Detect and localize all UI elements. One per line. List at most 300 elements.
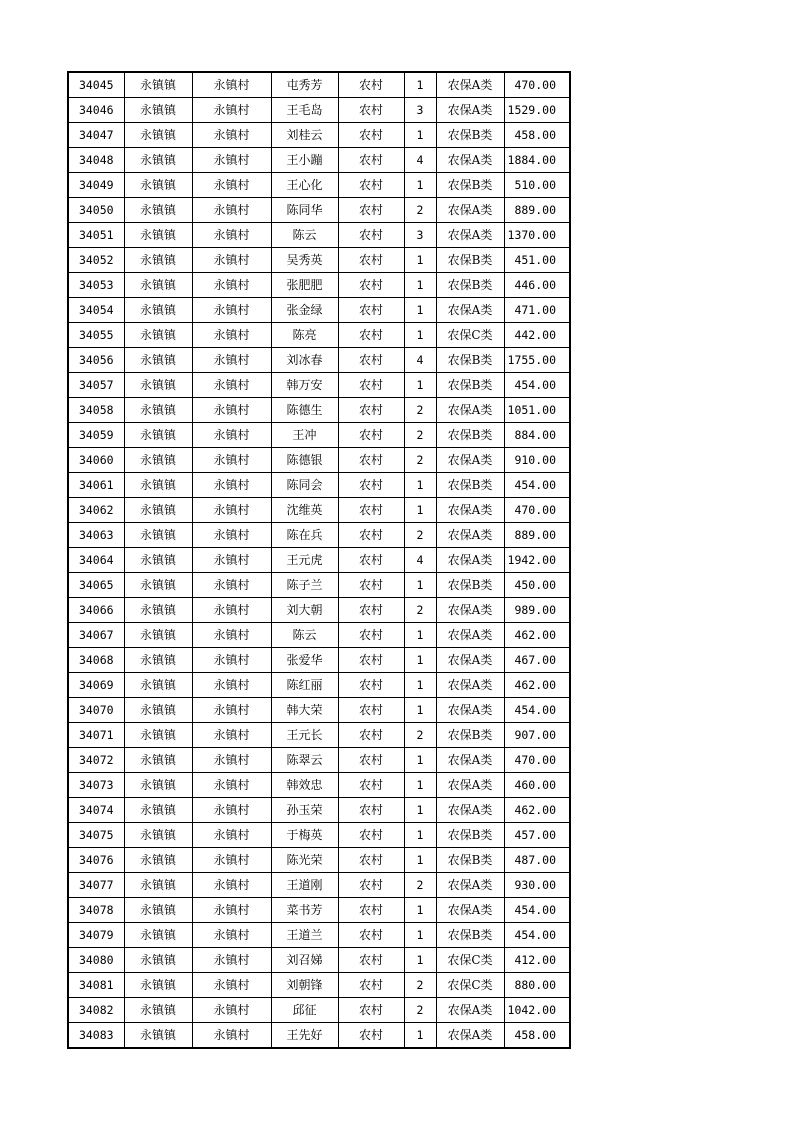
- record-id-cell: 34052: [68, 248, 124, 273]
- category-cell: 农村: [338, 473, 404, 498]
- record-id-cell: 34056: [68, 348, 124, 373]
- insurance-type-cell: 农保A类: [436, 798, 504, 823]
- table-row: [68, 898, 570, 923]
- household-count-cell: 2: [404, 198, 436, 223]
- table-row: [68, 148, 570, 173]
- household-count-cell: 1: [404, 848, 436, 873]
- amount-cell: 457.00: [504, 823, 570, 848]
- table-row: [68, 98, 570, 123]
- category-cell: 农村: [338, 848, 404, 873]
- record-id-cell: 34045: [68, 72, 124, 98]
- table-row: [68, 72, 570, 98]
- amount-cell: 907.00: [504, 723, 570, 748]
- insurance-type-cell: 农保B类: [436, 123, 504, 148]
- town-cell: 永镇镇: [124, 898, 192, 923]
- table-row: [68, 198, 570, 223]
- town-cell: 永镇镇: [124, 323, 192, 348]
- household-count-cell: 1: [404, 72, 436, 98]
- table-row: [68, 398, 570, 423]
- household-count-cell: 1: [404, 773, 436, 798]
- table-row: [68, 223, 570, 248]
- record-id-cell: 34071: [68, 723, 124, 748]
- amount-cell: 458.00: [504, 123, 570, 148]
- amount-cell: 454.00: [504, 373, 570, 398]
- town-cell: 永镇镇: [124, 123, 192, 148]
- household-count-cell: 2: [404, 523, 436, 548]
- table-row: [68, 423, 570, 448]
- insurance-type-cell: 农保B类: [436, 273, 504, 298]
- household-count-cell: 1: [404, 923, 436, 948]
- category-cell: 农村: [338, 298, 404, 323]
- town-cell: 永镇镇: [124, 923, 192, 948]
- record-id-cell: 34051: [68, 223, 124, 248]
- amount-cell: 454.00: [504, 923, 570, 948]
- category-cell: 农村: [338, 423, 404, 448]
- table-row: [68, 823, 570, 848]
- amount-cell: 930.00: [504, 873, 570, 898]
- village-cell: 永镇村: [192, 1023, 271, 1049]
- town-cell: 永镇镇: [124, 823, 192, 848]
- table-row: [68, 773, 570, 798]
- name-cell: 陈亮: [271, 323, 338, 348]
- name-cell: 王毛岛: [271, 98, 338, 123]
- town-cell: 永镇镇: [124, 798, 192, 823]
- name-cell: 韩万安: [271, 373, 338, 398]
- village-cell: 永镇村: [192, 198, 271, 223]
- name-cell: 吴秀英: [271, 248, 338, 273]
- category-cell: 农村: [338, 723, 404, 748]
- household-count-cell: 3: [404, 98, 436, 123]
- town-cell: 永镇镇: [124, 448, 192, 473]
- town-cell: 永镇镇: [124, 698, 192, 723]
- amount-cell: 470.00: [504, 72, 570, 98]
- amount-cell: 889.00: [504, 523, 570, 548]
- name-cell: 刘桂云: [271, 123, 338, 148]
- amount-cell: 451.00: [504, 248, 570, 273]
- insurance-type-cell: 农保A类: [436, 673, 504, 698]
- town-cell: 永镇镇: [124, 498, 192, 523]
- record-id-cell: 34077: [68, 873, 124, 898]
- table-row: [68, 923, 570, 948]
- town-cell: 永镇镇: [124, 723, 192, 748]
- town-cell: 永镇镇: [124, 398, 192, 423]
- amount-cell: 880.00: [504, 973, 570, 998]
- town-cell: 永镇镇: [124, 148, 192, 173]
- record-id-cell: 34082: [68, 998, 124, 1023]
- insurance-type-cell: 农保A类: [436, 523, 504, 548]
- insurance-type-cell: 农保A类: [436, 648, 504, 673]
- name-cell: 邱征: [271, 998, 338, 1023]
- insurance-type-cell: 农保A类: [436, 398, 504, 423]
- household-count-cell: 2: [404, 423, 436, 448]
- category-cell: 农村: [338, 173, 404, 198]
- amount-cell: 470.00: [504, 748, 570, 773]
- record-id-cell: 34079: [68, 923, 124, 948]
- name-cell: 张爱华: [271, 648, 338, 673]
- household-count-cell: 1: [404, 373, 436, 398]
- name-cell: 王心化: [271, 173, 338, 198]
- category-cell: 农村: [338, 148, 404, 173]
- name-cell: 王冲: [271, 423, 338, 448]
- category-cell: 农村: [338, 798, 404, 823]
- insurance-type-cell: 农保A类: [436, 698, 504, 723]
- amount-cell: 1370.00: [504, 223, 570, 248]
- table-row: [68, 523, 570, 548]
- amount-cell: 1942.00: [504, 548, 570, 573]
- table-row: [68, 123, 570, 148]
- insurance-type-cell: 农保B类: [436, 923, 504, 948]
- amount-cell: 470.00: [504, 498, 570, 523]
- table-row: [68, 873, 570, 898]
- name-cell: 王元虎: [271, 548, 338, 573]
- amount-cell: 454.00: [504, 898, 570, 923]
- household-count-cell: 1: [404, 323, 436, 348]
- name-cell: 张金绿: [271, 298, 338, 323]
- insurance-type-cell: 农保B类: [436, 248, 504, 273]
- town-cell: 永镇镇: [124, 348, 192, 373]
- household-count-cell: 1: [404, 573, 436, 598]
- record-id-cell: 34055: [68, 323, 124, 348]
- record-id-cell: 34046: [68, 98, 124, 123]
- insurance-type-cell: 农保B类: [436, 823, 504, 848]
- record-id-cell: 34076: [68, 848, 124, 873]
- table-row: [68, 1023, 570, 1049]
- category-cell: 农村: [338, 923, 404, 948]
- name-cell: 张肥肥: [271, 273, 338, 298]
- village-cell: 永镇村: [192, 923, 271, 948]
- records-table: [67, 71, 571, 1049]
- village-cell: 永镇村: [192, 473, 271, 498]
- record-id-cell: 34054: [68, 298, 124, 323]
- table-row: [68, 998, 570, 1023]
- record-id-cell: 34069: [68, 673, 124, 698]
- insurance-type-cell: 农保A类: [436, 548, 504, 573]
- record-id-cell: 34075: [68, 823, 124, 848]
- name-cell: 陈在兵: [271, 523, 338, 548]
- household-count-cell: 1: [404, 648, 436, 673]
- town-cell: 永镇镇: [124, 573, 192, 598]
- category-cell: 农村: [338, 623, 404, 648]
- table-row: [68, 348, 570, 373]
- amount-cell: 454.00: [504, 698, 570, 723]
- name-cell: 陈子兰: [271, 573, 338, 598]
- village-cell: 永镇村: [192, 748, 271, 773]
- household-count-cell: 1: [404, 248, 436, 273]
- town-cell: 永镇镇: [124, 1023, 192, 1049]
- category-cell: 农村: [338, 548, 404, 573]
- record-id-cell: 34050: [68, 198, 124, 223]
- village-cell: 永镇村: [192, 123, 271, 148]
- household-count-cell: 2: [404, 448, 436, 473]
- household-count-cell: 1: [404, 273, 436, 298]
- name-cell: 王先好: [271, 1023, 338, 1049]
- record-id-cell: 34081: [68, 973, 124, 998]
- record-id-cell: 34073: [68, 773, 124, 798]
- household-count-cell: 4: [404, 148, 436, 173]
- town-cell: 永镇镇: [124, 773, 192, 798]
- name-cell: 于梅英: [271, 823, 338, 848]
- town-cell: 永镇镇: [124, 72, 192, 98]
- category-cell: 农村: [338, 948, 404, 973]
- category-cell: 农村: [338, 1023, 404, 1049]
- insurance-type-cell: 农保A类: [436, 598, 504, 623]
- insurance-type-cell: 农保B类: [436, 173, 504, 198]
- name-cell: 陈翠云: [271, 748, 338, 773]
- town-cell: 永镇镇: [124, 198, 192, 223]
- category-cell: 农村: [338, 348, 404, 373]
- insurance-type-cell: 农保C类: [436, 973, 504, 998]
- category-cell: 农村: [338, 748, 404, 773]
- amount-cell: 460.00: [504, 773, 570, 798]
- category-cell: 农村: [338, 973, 404, 998]
- village-cell: 永镇村: [192, 773, 271, 798]
- name-cell: 刘朝锋: [271, 973, 338, 998]
- name-cell: 陈云: [271, 623, 338, 648]
- name-cell: 陈同华: [271, 198, 338, 223]
- insurance-type-cell: 农保A类: [436, 998, 504, 1023]
- record-id-cell: 34047: [68, 123, 124, 148]
- category-cell: 农村: [338, 98, 404, 123]
- amount-cell: 458.00: [504, 1023, 570, 1049]
- name-cell: 王元长: [271, 723, 338, 748]
- name-cell: 屯秀芳: [271, 72, 338, 98]
- household-count-cell: 2: [404, 723, 436, 748]
- table-row: [68, 548, 570, 573]
- table-row: [68, 248, 570, 273]
- record-id-cell: 34062: [68, 498, 124, 523]
- amount-cell: 450.00: [504, 573, 570, 598]
- village-cell: 永镇村: [192, 448, 271, 473]
- name-cell: 沈维英: [271, 498, 338, 523]
- amount-cell: 462.00: [504, 798, 570, 823]
- village-cell: 永镇村: [192, 223, 271, 248]
- insurance-type-cell: 农保A类: [436, 773, 504, 798]
- record-id-cell: 34080: [68, 948, 124, 973]
- town-cell: 永镇镇: [124, 973, 192, 998]
- table-row: [68, 723, 570, 748]
- amount-cell: 889.00: [504, 198, 570, 223]
- record-id-cell: 34083: [68, 1023, 124, 1049]
- record-id-cell: 34078: [68, 898, 124, 923]
- insurance-type-cell: 农保A类: [436, 448, 504, 473]
- village-cell: 永镇村: [192, 973, 271, 998]
- amount-cell: 467.00: [504, 648, 570, 673]
- record-id-cell: 34064: [68, 548, 124, 573]
- village-cell: 永镇村: [192, 348, 271, 373]
- table-row: [68, 573, 570, 598]
- village-cell: 永镇村: [192, 673, 271, 698]
- town-cell: 永镇镇: [124, 673, 192, 698]
- name-cell: 陈德银: [271, 448, 338, 473]
- insurance-type-cell: 农保A类: [436, 498, 504, 523]
- town-cell: 永镇镇: [124, 848, 192, 873]
- category-cell: 农村: [338, 398, 404, 423]
- village-cell: 永镇村: [192, 698, 271, 723]
- amount-cell: 1755.00: [504, 348, 570, 373]
- household-count-cell: 1: [404, 673, 436, 698]
- village-cell: 永镇村: [192, 573, 271, 598]
- insurance-type-cell: 农保B类: [436, 473, 504, 498]
- town-cell: 永镇镇: [124, 298, 192, 323]
- table-row: [68, 698, 570, 723]
- insurance-type-cell: 农保A类: [436, 623, 504, 648]
- name-cell: 王小蹦: [271, 148, 338, 173]
- category-cell: 农村: [338, 773, 404, 798]
- table-row: [68, 848, 570, 873]
- amount-cell: 442.00: [504, 323, 570, 348]
- name-cell: 刘召娣: [271, 948, 338, 973]
- town-cell: 永镇镇: [124, 598, 192, 623]
- table-row: [68, 973, 570, 998]
- village-cell: 永镇村: [192, 248, 271, 273]
- category-cell: 农村: [338, 673, 404, 698]
- household-count-cell: 3: [404, 223, 436, 248]
- category-cell: 农村: [338, 323, 404, 348]
- village-cell: 永镇村: [192, 548, 271, 573]
- table-row: [68, 373, 570, 398]
- category-cell: 农村: [338, 898, 404, 923]
- village-cell: 永镇村: [192, 398, 271, 423]
- household-count-cell: 1: [404, 898, 436, 923]
- household-count-cell: 4: [404, 348, 436, 373]
- village-cell: 永镇村: [192, 798, 271, 823]
- record-id-cell: 34060: [68, 448, 124, 473]
- household-count-cell: 1: [404, 173, 436, 198]
- household-count-cell: 1: [404, 748, 436, 773]
- category-cell: 农村: [338, 573, 404, 598]
- village-cell: 永镇村: [192, 498, 271, 523]
- category-cell: 农村: [338, 72, 404, 98]
- town-cell: 永镇镇: [124, 623, 192, 648]
- name-cell: 韩效忠: [271, 773, 338, 798]
- household-count-cell: 2: [404, 998, 436, 1023]
- town-cell: 永镇镇: [124, 248, 192, 273]
- category-cell: 农村: [338, 873, 404, 898]
- village-cell: 永镇村: [192, 848, 271, 873]
- village-cell: 永镇村: [192, 873, 271, 898]
- town-cell: 永镇镇: [124, 473, 192, 498]
- town-cell: 永镇镇: [124, 873, 192, 898]
- table-row: [68, 798, 570, 823]
- table-row: [68, 498, 570, 523]
- name-cell: 陈云: [271, 223, 338, 248]
- category-cell: 农村: [338, 373, 404, 398]
- household-count-cell: 2: [404, 973, 436, 998]
- category-cell: 农村: [338, 123, 404, 148]
- household-count-cell: 1: [404, 473, 436, 498]
- household-count-cell: 2: [404, 873, 436, 898]
- village-cell: 永镇村: [192, 898, 271, 923]
- category-cell: 农村: [338, 523, 404, 548]
- amount-cell: 1042.00: [504, 998, 570, 1023]
- insurance-type-cell: 农保A类: [436, 223, 504, 248]
- household-count-cell: 2: [404, 398, 436, 423]
- insurance-type-cell: 农保B类: [436, 373, 504, 398]
- table-row: [68, 473, 570, 498]
- amount-cell: 487.00: [504, 848, 570, 873]
- town-cell: 永镇镇: [124, 223, 192, 248]
- amount-cell: 910.00: [504, 448, 570, 473]
- name-cell: 孙玉荣: [271, 798, 338, 823]
- village-cell: 永镇村: [192, 623, 271, 648]
- name-cell: 韩大荣: [271, 698, 338, 723]
- village-cell: 永镇村: [192, 523, 271, 548]
- table-row: [68, 748, 570, 773]
- household-count-cell: 1: [404, 698, 436, 723]
- village-cell: 永镇村: [192, 998, 271, 1023]
- record-id-cell: 34059: [68, 423, 124, 448]
- amount-cell: 989.00: [504, 598, 570, 623]
- town-cell: 永镇镇: [124, 948, 192, 973]
- amount-cell: 462.00: [504, 673, 570, 698]
- town-cell: 永镇镇: [124, 648, 192, 673]
- category-cell: 农村: [338, 198, 404, 223]
- village-cell: 永镇村: [192, 598, 271, 623]
- insurance-type-cell: 农保B类: [436, 848, 504, 873]
- village-cell: 永镇村: [192, 298, 271, 323]
- record-id-cell: 34058: [68, 398, 124, 423]
- name-cell: 陈同会: [271, 473, 338, 498]
- town-cell: 永镇镇: [124, 748, 192, 773]
- insurance-type-cell: 农保A类: [436, 298, 504, 323]
- town-cell: 永镇镇: [124, 998, 192, 1023]
- amount-cell: 454.00: [504, 473, 570, 498]
- name-cell: 陈红丽: [271, 673, 338, 698]
- household-count-cell: 1: [404, 298, 436, 323]
- table-row: [68, 673, 570, 698]
- household-count-cell: 1: [404, 823, 436, 848]
- insurance-type-cell: 农保B类: [436, 348, 504, 373]
- town-cell: 永镇镇: [124, 98, 192, 123]
- amount-cell: 1529.00: [504, 98, 570, 123]
- category-cell: 农村: [338, 448, 404, 473]
- household-count-cell: 1: [404, 798, 436, 823]
- amount-cell: 471.00: [504, 298, 570, 323]
- record-id-cell: 34053: [68, 273, 124, 298]
- category-cell: 农村: [338, 498, 404, 523]
- insurance-type-cell: 农保A类: [436, 748, 504, 773]
- table-row: [68, 948, 570, 973]
- village-cell: 永镇村: [192, 948, 271, 973]
- town-cell: 永镇镇: [124, 548, 192, 573]
- insurance-type-cell: 农保B类: [436, 723, 504, 748]
- insurance-type-cell: 农保A类: [436, 98, 504, 123]
- name-cell: 陈德生: [271, 398, 338, 423]
- category-cell: 农村: [338, 598, 404, 623]
- insurance-type-cell: 农保A类: [436, 873, 504, 898]
- village-cell: 永镇村: [192, 273, 271, 298]
- table-row: [68, 273, 570, 298]
- amount-cell: 1884.00: [504, 148, 570, 173]
- record-id-cell: 34070: [68, 698, 124, 723]
- insurance-type-cell: 农保C类: [436, 948, 504, 973]
- category-cell: 农村: [338, 648, 404, 673]
- category-cell: 农村: [338, 273, 404, 298]
- name-cell: 刘大朝: [271, 598, 338, 623]
- village-cell: 永镇村: [192, 423, 271, 448]
- amount-cell: 510.00: [504, 173, 570, 198]
- village-cell: 永镇村: [192, 648, 271, 673]
- household-count-cell: 4: [404, 548, 436, 573]
- household-count-cell: 1: [404, 1023, 436, 1049]
- village-cell: 永镇村: [192, 823, 271, 848]
- record-id-cell: 34068: [68, 648, 124, 673]
- insurance-type-cell: 农保A类: [436, 148, 504, 173]
- table-row: [68, 323, 570, 348]
- insurance-type-cell: 农保A类: [436, 198, 504, 223]
- insurance-type-cell: 农保A类: [436, 72, 504, 98]
- village-cell: 永镇村: [192, 173, 271, 198]
